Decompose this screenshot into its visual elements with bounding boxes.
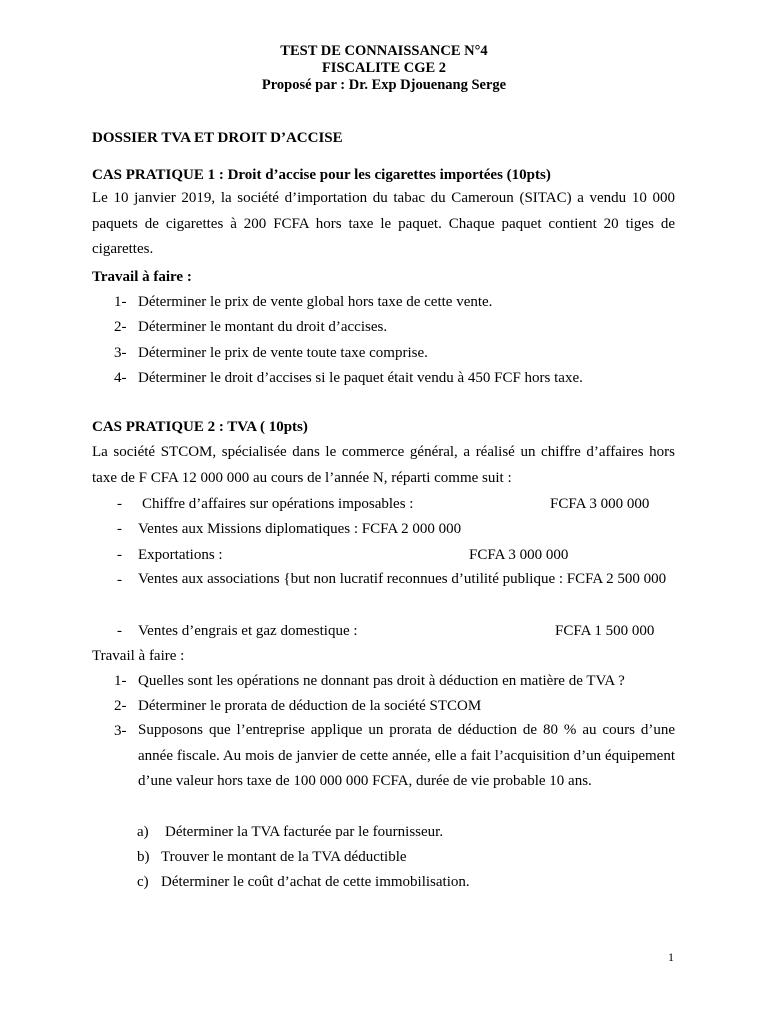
question-text: Déterminer le montant du droit d’accises.	[138, 319, 388, 335]
question-number: 3-	[114, 723, 127, 739]
question-text: Déterminer le droit d’accises si le paquet était vendu à 450 FCF hors taxe.	[138, 370, 583, 386]
revenue-item-label: Ventes d’engrais et gaz domestique :	[138, 623, 358, 639]
question-number: 4-	[114, 370, 127, 386]
revenue-item-amount: FCFA 1 500 000	[555, 623, 655, 639]
subquestion-text: Déterminer le coût d’achat de cette immobilisation.	[161, 874, 470, 890]
list-dash: -	[117, 547, 122, 563]
case1-work-label: Travail à faire :	[92, 269, 192, 285]
question-text: Quelles sont les opérations ne donnant pas droit à déduction en matière de TVA ?	[138, 673, 625, 689]
revenue-item-amount: FCFA 3 000 000	[469, 547, 569, 563]
question-text: Déterminer le prorata de déduction de la société STCOM	[138, 698, 482, 714]
revenue-item-label: Chiffre d’affaires sur opérations imposables :	[142, 496, 414, 512]
subquestion-letter: c)	[137, 874, 149, 890]
doc-subtitle: FISCALITE CGE 2	[321, 60, 447, 76]
revenue-item-label: Ventes aux associations {but non lucratif reconnues d’utilité publique : FCFA 2 500 000	[138, 571, 667, 587]
case2-title: CAS PRATIQUE 2 : TVA ( 10pts)	[92, 419, 308, 435]
page-number: 1	[668, 950, 674, 964]
dossier-title: DOSSIER TVA ET DROIT D’ACCISE	[92, 130, 343, 146]
list-dash: -	[117, 623, 122, 639]
revenue-item-label: Exportations :	[138, 547, 223, 563]
case2-work-label: Travail à faire :	[92, 648, 185, 664]
subquestion-text: Trouver le montant de la TVA déductible	[161, 849, 407, 865]
question-text: Déterminer le prix de vente toute taxe comprise.	[138, 345, 428, 361]
revenue-item-amount: FCFA 3 000 000	[550, 496, 650, 512]
case1-title: CAS PRATIQUE 1 : Droit d’accise pour les cigarettes importées (10pts)	[92, 167, 551, 183]
question-number: 1-	[114, 294, 127, 310]
subquestion-text: Déterminer la TVA facturée par le fournisseur.	[165, 824, 444, 840]
question-text: Supposons que l’entreprise applique un prorata de déduction de 80 % au cours d’une année fiscale. Au mois de janvier de cette année, elle a fait l’acquisition d’un équipement d’une valeur hors taxe de 100 000 000 FCFA, durée de vie probable 10 ans.	[138, 722, 675, 789]
case1-paragraph: Le 10 janvier 2019, la société d’importation du tabac du Cameroun (SITAC) a vendu 10 000 paquets de cigarettes à 200 FCFA hors taxe le paquet. Chaque paquet contient 20 tiges de cigarettes.	[92, 190, 675, 257]
subquestion-letter: a)	[137, 824, 149, 840]
question-text: Déterminer le prix de vente global hors taxe de cette vente.	[138, 294, 493, 310]
question-number: 1-	[114, 673, 127, 689]
case2-paragraph: La société STCOM, spécialisée dans le commerce général, a réalisé un chiffre d’affaires hors taxe de F CFA 12 000 000 au cours de l’année N, réparti comme suit :	[92, 444, 675, 486]
question-number: 2-	[114, 319, 127, 335]
list-dash: -	[117, 572, 122, 588]
question-number: 2-	[114, 698, 127, 714]
question-number: 3-	[114, 345, 127, 361]
subquestion-letter: b)	[137, 849, 150, 865]
doc-author: Proposé par : Dr. Exp Djouenang Serge	[261, 77, 507, 93]
doc-title: TEST DE CONNAISSANCE N°4	[280, 43, 488, 59]
list-dash: -	[117, 496, 122, 512]
list-dash: -	[117, 521, 122, 537]
revenue-item-label: Ventes aux Missions diplomatiques : FCFA 2 000 000	[138, 521, 462, 537]
